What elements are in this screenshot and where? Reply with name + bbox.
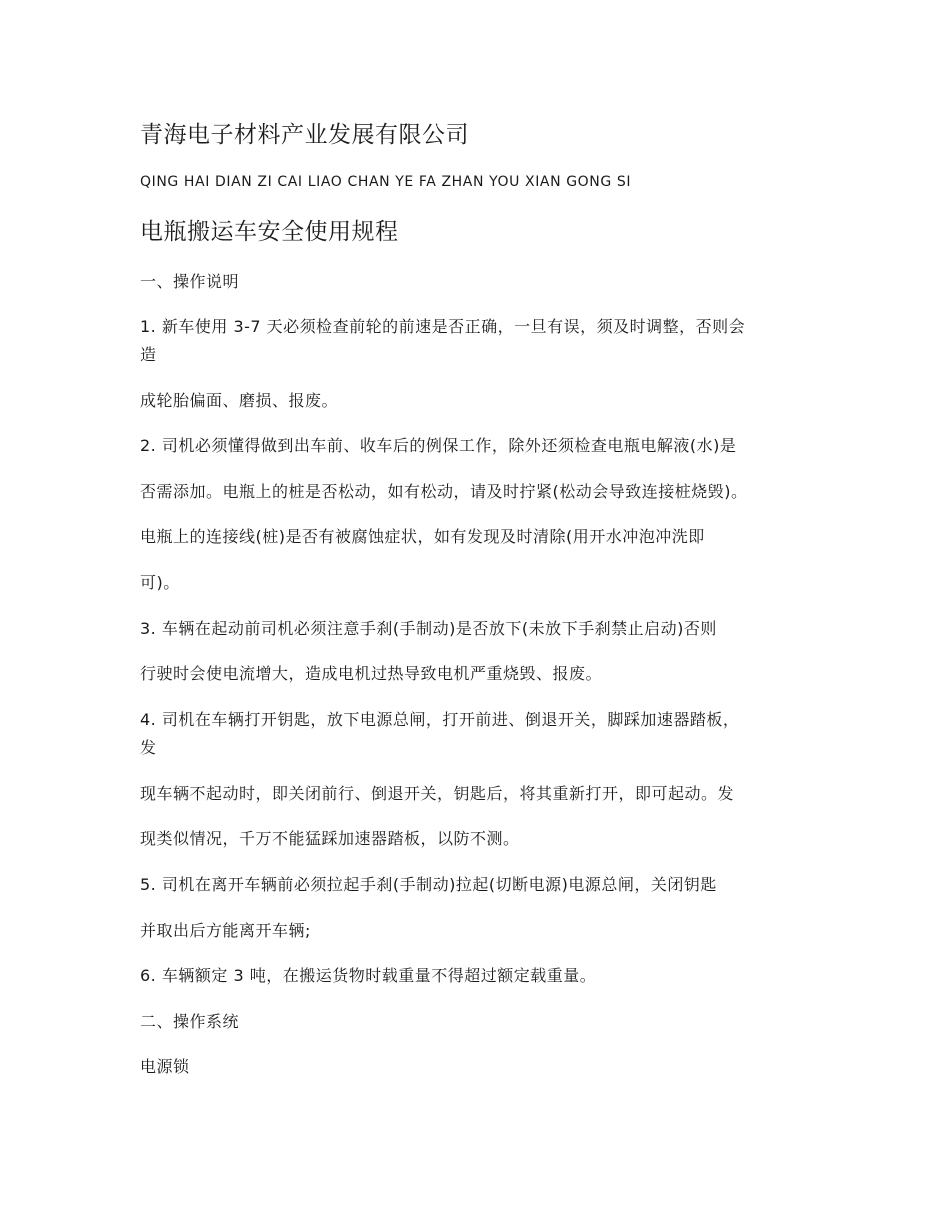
paragraph-line: 电瓶上的连接线(桩)是否有被腐蚀症状，如有发现及时清除(用开水冲泡冲洗即 (140, 527, 705, 546)
paragraph-line: 可)。 (140, 573, 180, 592)
section-heading: 二、操作系统 (140, 1012, 240, 1031)
paragraph-line: 发 (140, 738, 157, 757)
paragraph-line: 1. 新车使用 3-7 天必须检查前轮的前速是否正确，一旦有误，须及时调整，否则会 (140, 317, 746, 336)
paragraph-line: 成轮胎偏面、磨损、报废。 (140, 391, 339, 410)
company-name: 青海电子材料产业发展有限公司 (140, 122, 469, 148)
section-heading: 一、操作说明 (140, 272, 240, 291)
paragraph-line: 行驶时会使电流增大，造成电机过热导致电机严重烧毁、报废。 (140, 664, 603, 683)
paragraph-line: 造 (140, 345, 157, 364)
company-pinyin: QING HAI DIAN ZI CAI LIAO CHAN YE FA ZHAN YOU XIAN GONG SI (140, 174, 632, 190)
paragraph-line: 2. 司机必须懂得做到出车前、收车后的例保工作，除外还须检查电瓶电解液(水)是 (140, 436, 737, 455)
paragraph-line: 现类似情况，千万不能猛踩加速器踏板，以防不测。 (140, 829, 520, 848)
paragraph-line: 3. 车辆在起动前司机必须注意手刹(手制动)是否放下(未放下手刹禁止启动)否则 (140, 619, 717, 638)
document-title: 电瓶搬运车安全使用规程 (140, 219, 399, 245)
paragraph-line: 否需添加。电瓶上的桩是否松动，如有松动，请及时拧紧(松动会导致连接桩烧毁)。 (140, 482, 748, 501)
paragraph-line: 并取出后方能离开车辆; (140, 921, 311, 940)
paragraph-line: 5. 司机在离开车辆前必须拉起手刹(手制动)拉起(切断电源)电源总闸，关闭钥匙 (140, 875, 717, 894)
paragraph-line: 6. 车辆额定 3 吨，在搬运货物时载重量不得超过额定载重量。 (140, 966, 597, 985)
paragraph-line: 4. 司机在车辆打开钥匙，放下电源总闸，打开前进、倒退开关，脚踩加速器踏板， (140, 710, 740, 729)
paragraph-line: 电源锁 (140, 1057, 190, 1076)
paragraph-line: 现车辆不起动时，即关闭前行、倒退开关，钥匙后，将其重新打开，即可起动。发 (140, 784, 735, 803)
